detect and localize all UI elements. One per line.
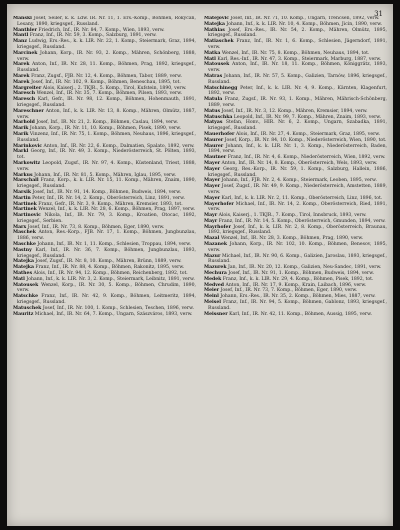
entry-details: Franz, Inf., IR. Nr. 42, 9. Komp., Böhmen, Leitmeritz, 1894, kriegsgef., Russland. bbox=[17, 294, 196, 306]
entry-surname: Meinl bbox=[204, 294, 219, 300]
entry-surname: Matousek bbox=[204, 62, 230, 68]
entry-details: Josef, Inf., IR. Nr. 91, 14. Komp., Böhmen, Budweis, 1894, verw. bbox=[32, 189, 182, 195]
list-item bbox=[13, 51, 196, 63]
entry-surname: Manz bbox=[13, 39, 28, 45]
entry-surname: Matejka bbox=[13, 265, 34, 271]
entry-details: Josef, Zugsf., IR. Nr. 8, 10. Komp., Mähren, Brünn, 1889, verw. bbox=[35, 259, 182, 265]
entry-surname: Marsik bbox=[13, 189, 31, 195]
entry-details: Franz, Korp., k. k. LIR. Nr. 15, 11. Komp., Mähren, Znaim, 1890, kriegsgef., Russland. bbox=[17, 178, 196, 190]
list-item bbox=[204, 242, 387, 254]
entry-details: Georg, Res.-Korp., IR. Nr. 59, 1. Komp., Salzburg, Hallein, 1886, kriegsgef., Russland. bbox=[208, 166, 387, 178]
entry-details: Josef, Korp., IR. Nr. 84, 10. Komp., Niederösterreich, Wien, 1890, tot. bbox=[224, 137, 387, 143]
entry-surname: Mayer bbox=[204, 178, 221, 184]
entry-details: Johann, Korp., IR. Nr. 11, 10. Komp., Böhmen, Pisek, 1890, verw. bbox=[29, 126, 182, 132]
entry-details: Josef, Inf., IR. Nr. 91, 1. Komp., Böhmen, Budweis, 1894, verw. bbox=[228, 271, 375, 277]
entry-surname: Mastny bbox=[13, 247, 32, 253]
entry-surname: Maurer bbox=[204, 143, 224, 149]
entry-surname: Matus bbox=[204, 108, 221, 114]
entry-details: Franz, Zugsf., FJB. Nr. 12, 4. Komp., Böhmen, Tabor, 1889, verw. bbox=[31, 73, 182, 79]
list-item bbox=[13, 294, 196, 306]
entry-surname: Matl bbox=[13, 276, 25, 282]
entry-surname: Matras bbox=[204, 73, 223, 79]
entry-details: Johann, Inf., IR. Nr. 81, 5. Komp., Mähren, Iglau, 1895, verw. bbox=[34, 172, 177, 178]
entry-details: Josef, Inf., IR. Nr. 102, 9. Komp., Böhmen, Beneschau, 1895, tot. bbox=[31, 79, 181, 85]
entry-surname: Mazurek bbox=[204, 265, 227, 271]
entry-surname: Mayr bbox=[204, 213, 218, 219]
entry-surname: Mazal bbox=[204, 236, 220, 242]
list-item bbox=[204, 144, 387, 156]
entry-surname: Meier bbox=[204, 288, 220, 294]
entry-surname: Matejka bbox=[13, 259, 34, 265]
entry-details: Karl, Inf., IR. Nr. 42, 11. Komp., Böhmen, Aussig, 1895, verw. bbox=[229, 311, 372, 317]
entry-surname: Matejka bbox=[204, 21, 225, 27]
entry-details: Nikola, Inf., IR. Nr. 79, 3. Komp., Kroatien, Otocac, 1892, kriegsgef., Serbien. bbox=[17, 213, 196, 224]
entry-surname: Marinkovic bbox=[13, 143, 43, 149]
entry-surname: Mayer bbox=[204, 184, 221, 190]
entry-details: Josef, Zugsf., IR. Nr. 49, 9. Komp., Niederösterreich, Amstetten, 1889, verw. bbox=[208, 184, 387, 195]
entry-surname: Matyas bbox=[204, 120, 223, 126]
entry-surname: Manski bbox=[13, 16, 32, 21]
entry-details: Franz, Inf., IR. Nr. 88, 4. Komp., Böhmen, Rakonitz, 1895, verw. bbox=[35, 265, 185, 271]
entry-details: Franz, Inf., k. k. LIR. Nr. 29, 4. Komp., Böhmen, Pisek, 1892, tot. bbox=[222, 276, 374, 282]
entry-details: Johann, Inf., k. k. LIR. Nr. 10, 4. Komp., Böhmen, Jicin, 1890, verw. bbox=[226, 21, 383, 27]
entry-details: Karl, Res.-Inf., IR. Nr. 47, 3. Komp., Steiermark, Marburg, 1887, verw. bbox=[217, 56, 382, 62]
entry-details: Josef, Inf., IR. Nr. 21, 2. Komp., Böhmen, Caslau, 1894, verw. bbox=[36, 120, 179, 126]
entry-surname: Markl bbox=[13, 149, 29, 155]
list-item bbox=[13, 213, 196, 225]
list-item bbox=[204, 86, 387, 98]
entry-surname: Meissner bbox=[204, 311, 228, 317]
entry-surname: Marhold bbox=[13, 120, 35, 126]
entry-surname: Matuschek bbox=[13, 305, 42, 311]
entry-surname: Mazur bbox=[204, 253, 221, 259]
entry-surname: Maresch bbox=[13, 91, 36, 97]
entry-surname: Marek bbox=[13, 79, 30, 85]
entry-surname: Matejovic bbox=[204, 16, 230, 21]
entry-surname: Manthler bbox=[13, 27, 37, 33]
entry-surname: Matl bbox=[204, 56, 216, 62]
list-item bbox=[13, 62, 196, 74]
right-column bbox=[204, 16, 387, 522]
entry-details: Alois, Inf., IR. Nr. 27, 4. Komp., Steiermark, Graz, 1895, verw. bbox=[235, 131, 381, 137]
entry-surname: Martinek bbox=[13, 207, 37, 213]
entry-details: Franz, Zugsf., IR. Nr. 93, 1. Komp., Mähren, Mährisch-Schönberg, 1889, verw. bbox=[208, 97, 387, 108]
entry-surname: Mayer bbox=[204, 166, 221, 172]
list-item bbox=[13, 248, 196, 260]
entry-surname: Marx bbox=[13, 224, 27, 230]
entry-surname: Matka bbox=[204, 50, 221, 56]
list-item bbox=[13, 109, 196, 121]
entry-details: Johann, Korp., IR. Nr. 102, 10. Komp., Böhmen, Benesov, 1895, verw. bbox=[208, 242, 387, 253]
list-item bbox=[13, 132, 196, 144]
list-item bbox=[204, 225, 387, 237]
list-item bbox=[13, 178, 196, 190]
entry-details: Leopold, Inf., IR. Nr. 99, 7. Komp., Mähren, Znaim, 1893, verw. bbox=[233, 114, 382, 120]
entry-details: Peter, Inf., k. k. LIR. Nr. 4, 9. Komp., Kärnten, Klagenfurt, 1892, verw. bbox=[208, 85, 387, 97]
list-item bbox=[13, 149, 196, 161]
left-column bbox=[13, 16, 196, 522]
entry-details: Anton, Inf., k. k. LIR. Nr. 13, 8. Komp., Mähren, Olmütz, 1887, verw. bbox=[17, 108, 196, 120]
entry-details: Alois, Kaiserj., 1. TKJR., 7. Komp., Tirol, Innsbruck, 1893, verw. bbox=[218, 213, 367, 219]
list-item bbox=[13, 97, 196, 109]
entry-details: Franz, Inf., IR. Nr. 4, 6. Komp., Niederösterreich, Wien, 1892, verw. bbox=[227, 155, 386, 161]
entry-details: Anton, Inf., IR. Nr. 18, 11. Komp., Böhmen, Königgrätz, 1893, verw. bbox=[208, 62, 387, 74]
entry-details: Peter, Inf., IR. Nr. 14, 2. Komp., Oberösterreich, Linz, 1891, verw. bbox=[32, 195, 185, 201]
entry-details: Wenzel, Korp., IR. Nr. 30, 5. Komp., Böhmen, Chrudim, 1890, verw. bbox=[17, 282, 196, 294]
entry-surname: Maresch bbox=[13, 97, 36, 103]
list-item bbox=[204, 97, 387, 109]
list-item bbox=[13, 283, 196, 295]
list-item bbox=[13, 16, 196, 28]
entry-surname: Markus bbox=[13, 172, 33, 178]
entry-details: Josef, Inf., k. k. LIR. Nr. 2, 8. Komp., Oberösterreich, Braunau, 1892, kriegsgef., Russland. bbox=[208, 224, 387, 236]
entry-surname: Markowitz bbox=[13, 160, 41, 166]
entry-details: Wenzel, Inf., IR. Nr. 35, 7. Komp., Böhmen, Pilsen, 1893, verw. bbox=[36, 91, 183, 97]
entry-surname: Mantl bbox=[13, 33, 29, 39]
entry-details: Alois, Kaiserj., 2. TKJR., 5. Komp., Tirol, Kufstein, 1890, verw. bbox=[42, 85, 187, 91]
entry-details: Wenzel, Inf., IR. Nr. 28, 3. Komp., Böhmen, Prag, 1890, verw. bbox=[220, 236, 364, 242]
entry-details: Josef, Inf., IR. Nr. 71, 10. Komp., Ungarn, Trencsén, 1892, verw. bbox=[230, 16, 380, 21]
entry-details: Johann, Inf., IR. Nr. 1, 11. Komp., Schlesien, Troppau, 1894, verw. bbox=[37, 242, 192, 248]
entry-surname: Mayer bbox=[204, 195, 221, 201]
entry-details: Johann, Inf., k. k. LIR. Nr. 3, 2. Komp., Steiermark, Leibnitz, 1891, verw. bbox=[26, 276, 195, 282]
entry-surname: Martinek bbox=[13, 201, 37, 207]
entry-surname: Martin bbox=[13, 195, 31, 201]
list-item bbox=[204, 312, 387, 318]
entry-details: Karl, Inf., k. k. LIR. Nr. 2, 11. Komp., Oberösterreich, Linz, 1896, tot. bbox=[221, 195, 383, 201]
entry-surname: Mayer bbox=[204, 160, 221, 166]
entry-surname: Matiaschek bbox=[204, 39, 234, 45]
entry-details: Karl, Gefr., IR. Nr. 98, 12. Komp., Böhmen, Hohenmauth, 1891, kriegsgef., Russland. bbox=[17, 97, 196, 108]
entry-details: Johann, Inf., FJB. Nr. 2, 4. Komp., Steiermark, Leoben, 1895, verw. bbox=[221, 178, 377, 184]
list-item bbox=[204, 74, 387, 86]
entry-details: Anton, Res.-Korp., FJB. Nr. 17, 1. Komp., Böhmen, Jungbunzlau, 1886, verw. bbox=[17, 230, 196, 242]
entry-surname: Maurer bbox=[204, 137, 224, 143]
entry-details: Anton, Inf., IR. Nr. 17, 9. Komp., Krain, Laibach, 1896, verw. bbox=[225, 282, 367, 288]
entry-surname: Margreiter bbox=[13, 85, 42, 91]
entry-surname: Marek bbox=[13, 73, 30, 79]
entry-details: Josef, Ers.-Res., IR. Nr. 54, 2. Komp., Mähren, Olmütz, 1895, kriegsgef., Russland. bbox=[208, 27, 387, 39]
entry-surname: Mayerhofer bbox=[204, 201, 234, 207]
entry-surname: Mayr bbox=[204, 218, 218, 224]
list-item bbox=[204, 202, 387, 214]
entry-details: Franz, Inf., IR. Nr. 59, 3. Komp., Salzburg, 1891, verw. bbox=[29, 33, 157, 39]
entry-details: Michael, Inf., IR. Nr. 14, 2. Komp., Oberösterreich, Ried, 1891, verw. bbox=[208, 201, 387, 213]
entry-details: Franz, Inf., IR. Nr. 14, 5. Komp., Oberösterreich, Gmunden, 1894, verw. bbox=[218, 218, 386, 224]
entry-surname: Matschke bbox=[13, 294, 39, 300]
entry-details: Johann, Korp., IR. Nr. 93, 2. Komp., Mähren, Schönberg, 1888, verw. bbox=[17, 50, 196, 62]
entry-details: Franz, Gefr., IR. Nr. 3, 9. Komp., Mähren, Kremsier, 1893, tot. bbox=[38, 201, 183, 207]
list-item bbox=[204, 120, 387, 132]
entry-surname: Mayrhofer bbox=[204, 224, 231, 230]
entry-surname: Matousek bbox=[13, 282, 39, 288]
page-number: 31 bbox=[374, 10, 383, 18]
entry-details: Stefan, Honv., HIR. Nr. 6, 2. Komp., Ungarn, Szabadka, 1891, kriegsgef., Russland. bbox=[208, 120, 387, 132]
entry-surname: Meisel bbox=[204, 300, 222, 306]
entry-surname: Marik bbox=[13, 131, 29, 137]
entry-surname: Mechura bbox=[204, 271, 227, 277]
entry-details: Franz, Inf., IR. Nr. 94, 5. Komp., Böhmen, Gablonz, 1893, kriegsgef., Russland. bbox=[208, 300, 387, 311]
entry-details: Josef, Seiler, k. k. Ldw. IR. Nr. 11, 1. Ers.-Komp., Böhmen, Rokycan, Lesany, 1890, kriegsgef., Russland. bbox=[17, 16, 196, 27]
entry-details: Josef, Inf., IR. Nr. 73, 7. Komp., Böhmen, Eger, 1890, verw. bbox=[220, 288, 358, 294]
entry-surname: Maschek bbox=[13, 230, 36, 236]
list-item bbox=[204, 167, 387, 179]
entry-details: Anton, Inf., IR. Nr. 28, 11. Komp., Böhmen, Prag, 1892, kriegsgef., Russland. bbox=[17, 62, 196, 74]
list-item bbox=[13, 161, 196, 173]
entry-details: Josef, Inf., IR. Nr. 3, 12. Komp., Mähren, Kremsier, 1894, verw. bbox=[221, 108, 368, 114]
list-item bbox=[13, 312, 196, 318]
entry-details: Johann, Inf., k. k. LIR. Nr. 1, 3. Komp., Niederösterreich, Baden, 1894, verw. bbox=[208, 143, 387, 155]
entry-details: Wenzel, Inf., k. k. LIR. Nr. 28, 6. Komp., Böhmen, Prag, 1897, verw. bbox=[38, 207, 196, 213]
entry-surname: Medek bbox=[204, 276, 222, 282]
entry-details: Anton, Inf., IR. Nr. 14, 8. Komp., Oberösterreich, Wels, 1893, verw. bbox=[221, 160, 378, 166]
entry-details: Ludwig, Ers.-Res., k. k. LIR. Nr. 22, 1. Komp., Steiermark, Graz, 1894, kriegsgef., Russland. bbox=[17, 39, 196, 50]
register-page bbox=[7, 4, 393, 526]
entry-details: Leopold, Zugsf., IR. Nr. 97, 4. Komp., Küstenland, Triest, 1888, verw. bbox=[17, 160, 196, 172]
entry-details: Johann, Inf., IR. Nr. 57, 5. Komp., Galizien, Tarnów, 1896, kriegsgef., Russland. bbox=[208, 73, 387, 85]
entry-details: Georg, Inf., IR. Nr. 49, 3. Komp., Niederösterreich, St. Pölten, 1893, tot. bbox=[17, 149, 196, 161]
entry-details: Vinzenz, Inf., IR. Nr. 75, 1. Komp., Böhmen, Neuhaus, 1896, kriegsgef., Russland. bbox=[17, 131, 196, 143]
entry-surname: Matula bbox=[204, 97, 223, 103]
entry-surname: Medved bbox=[204, 282, 225, 288]
entry-surname: Matschinegg bbox=[204, 85, 238, 91]
entry-details: Johann, Ers.-Res., IR. Nr. 35, 2. Komp., Böhmen, Mies, 1887, verw. bbox=[220, 294, 376, 300]
entry-surname: Mauerhofer bbox=[204, 131, 235, 137]
list-item bbox=[204, 39, 387, 51]
entry-details: Franz, Inf., IR. Nr. 1, 6. Komp., Schlesien, Jägerndorf, 1891, verw. bbox=[208, 39, 387, 50]
entry-surname: Maschke bbox=[13, 242, 36, 248]
list-item bbox=[204, 28, 387, 40]
entry-details: Jan, Inf., IR. Nr. 20, 12. Komp., Galizien, Neu-Sandec, 1891, verw. bbox=[228, 265, 382, 271]
entry-surname: Marcinek bbox=[13, 50, 38, 56]
entry-surname: Mautner bbox=[204, 155, 227, 161]
list-item bbox=[13, 230, 196, 242]
list-item bbox=[204, 62, 387, 74]
list-item bbox=[204, 254, 387, 266]
list-item bbox=[204, 300, 387, 312]
entry-surname: Marek bbox=[13, 62, 30, 68]
entry-details: Josef, Inf., IR. Nr. 100, 1. Komp., Schlesien, Teschen, 1896, verw. bbox=[42, 305, 194, 311]
entry-surname: Mauritz bbox=[13, 311, 34, 317]
entry-details: Wenzel, Inf., IR. Nr. 75, 8. Komp., Böhmen, Neuhaus, 1894, tot. bbox=[221, 50, 370, 56]
entry-details: Friedrich, Inf., IR. Nr. 84, 7. Komp., Wien, 1893, verw. bbox=[38, 27, 165, 33]
entry-details: Michael, Inf., IR. Nr. 90, 6. Komp., Galizien, Jaroslau, 1893, kriegsgef., Russland. bbox=[208, 253, 387, 265]
list-item bbox=[13, 39, 196, 51]
entry-surname: Mareschner bbox=[13, 108, 44, 114]
entry-details: Josef, Inf., IR. Nr. 73, 8. Komp., Böhmen, Eger, 1890, verw. bbox=[27, 224, 165, 230]
entry-details: Alois, Inf., IR. Nr. 94, 12. Komp., Böhmen, Reichenberg, 1892, tot. bbox=[33, 271, 188, 277]
entry-surname: Mathias bbox=[204, 27, 225, 33]
entry-details: Karl, Inf., IR. Nr. 36, 7. Komp., Böhmen, Jungbunzlau, 1893, kriegsgef., Russland. bbox=[17, 247, 196, 259]
entry-surname: Martinovic bbox=[13, 213, 41, 219]
entry-surname: Marik bbox=[13, 126, 29, 132]
list-item bbox=[204, 184, 387, 196]
entry-details: Michael, Inf., IR. Nr. 64, 7. Komp., Ungarn, Szászváros, 1893, verw. bbox=[34, 311, 193, 317]
entry-columns bbox=[13, 16, 387, 522]
entry-surname: Marschall bbox=[13, 178, 39, 184]
entry-surname: Mathes bbox=[13, 271, 33, 277]
entry-surname: Matuschka bbox=[204, 114, 233, 120]
entry-details: Anton, Inf., IR. Nr. 22, 6. Komp., Dalmatien, Spalato, 1892, verw. bbox=[43, 143, 195, 149]
entry-surname: Mazanek bbox=[204, 242, 228, 248]
